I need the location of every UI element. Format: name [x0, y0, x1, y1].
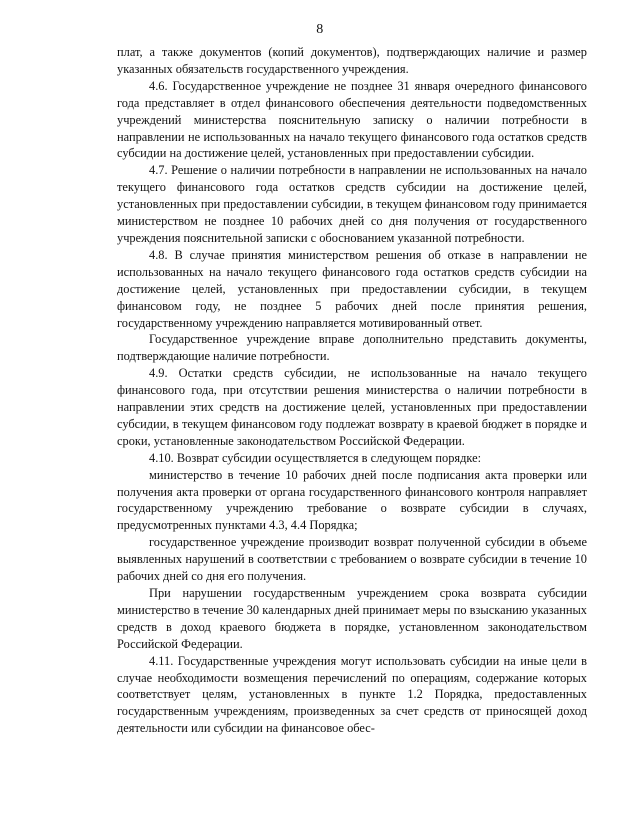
- paragraph-4-10-institution: государственное учреждение производит возврат полученной субсидии в объеме выявленных нарушений в соответствии с требованием о возврате субсидии в течение 10 рабочих дней со дня его получения.: [117, 535, 587, 584]
- document-body: [117, 44, 587, 737]
- paragraph-4-9: 4.9. Остатки средств субсидии, не использованные на начало текущего финансового года, при отсутствии решения министерства о наличии потребности в направлении этих средств на достижение целей, установленных при предоставлении субсидии, в текущем финансовом году подлежат возврату в краевой бюджет в порядке и сроки, установленные законодательством Российской Федерации.: [117, 366, 587, 448]
- paragraph-4-10-ministry: министерство в течение 10 рабочих дней после подписания акта проверки или получения акта проверки от органа государственного финансового контроля направляет государственному учреждению требование о возврате субсидии в случаях, предусмотренных пунктами 4.3, 4.4 Порядка;: [117, 467, 587, 533]
- paragraph-4-11: 4.11. Государственные учреждения могут использовать субсидии на иные цели в случае необходимости возмещения перечислений по операциям, содержание которых соответствует целям, установленных в пункте 1.2 Порядка, предоставленных государственным учреждениям, произведенных за счет средств от приносящей доход деятельности или субсидии на финансовое обес-: [117, 653, 587, 736]
- paragraph-4-8: 4.8. В случае принятия министерством решения об отказе в направлении не использованных на начало текущего финансового года остатков средств субсидии на достижение целей, установленных при предоставлении субсидии, в текущем финансовом году, не позднее 5 рабочих дней после принятия решения, государственному учреждению направляется мотивированный ответ.: [117, 247, 587, 330]
- page-number: 8: [316, 22, 324, 37]
- paragraph-4-7: 4.7. Решение о наличии потребности в направлении не использованных на начало текущего финансового года остатков средств субсидии на достижение целей, установленных при предоставлении субсидии, в текущем финансовом году принимается министерством не позднее 10 рабочих дней со дня получения от государственного учреждения пояснительной записки с обоснованием указанной потребности.: [117, 163, 587, 245]
- paragraph-continuation: плат, а также документов (копий документов), подтверждающих наличие и размер указанных обязательств государственного учреждения.: [117, 45, 587, 76]
- paragraph-4-10-violation: При нарушении государственным учреждением срока возврата субсидии министерство в течение 30 календарных дней принимает меры по взысканию указанных средств в доход краевого бюджета в порядке, установленном законодательством Российской Федерации.: [117, 586, 587, 651]
- paragraph-4-6: 4.6. Государственное учреждение не позднее 31 января очередного финансового года представляет в отдел финансового обеспечения деятельности подведомственных учреждений министерства пояснительную записку о наличии потребности в направлении не использованных на начало текущего финансового года остатков средств субсидии на достижение целей, установленных при предоставлении субсидии.: [117, 78, 587, 161]
- paragraph-4-10: 4.10. Возврат субсидии осуществляется в следующем порядке:: [149, 450, 482, 465]
- paragraph-4-8-addendum: Государственное учреждение вправе дополнительно представить документы, подтверждающие наличие потребности.: [117, 332, 587, 364]
